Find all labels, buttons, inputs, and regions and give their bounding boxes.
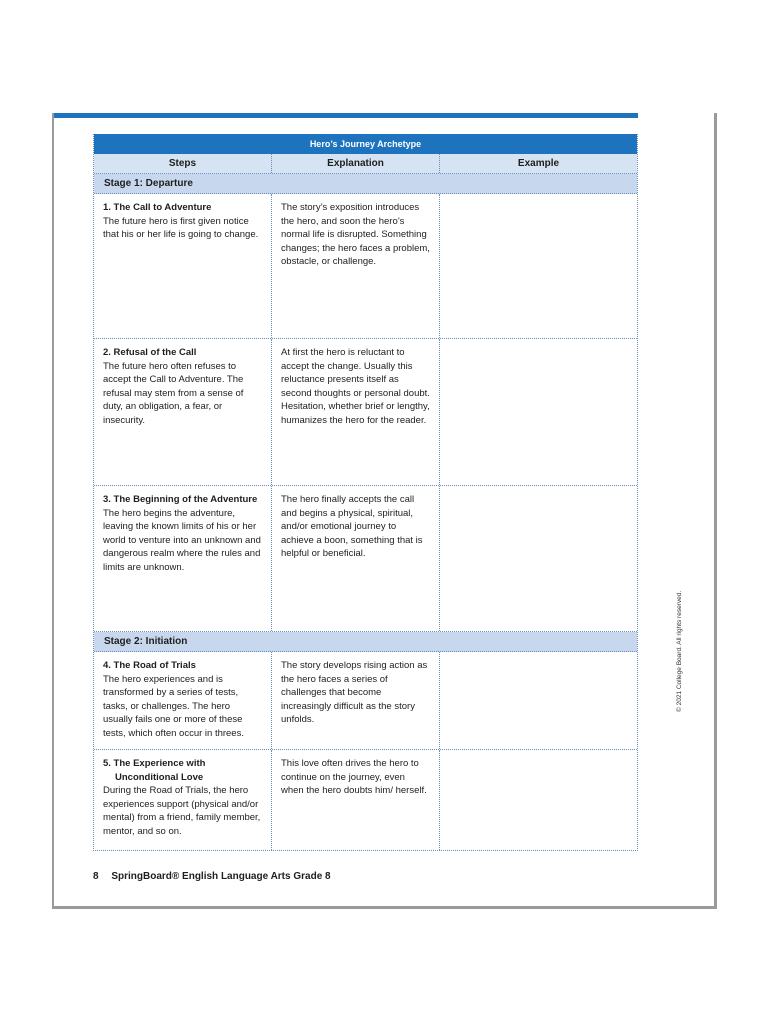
footer-text: SpringBoard® English Language Arts Grade 8 xyxy=(111,871,331,882)
heros-journey-table xyxy=(93,134,638,851)
page-number: 8 xyxy=(93,871,99,882)
step-title: 1. The Call to Adventure xyxy=(103,202,212,213)
step-cell xyxy=(94,750,272,850)
step-title-line-2: Unconditional Love xyxy=(115,771,204,783)
step-cell xyxy=(94,652,272,749)
example-cell[interactable] xyxy=(440,750,637,850)
table-row xyxy=(94,750,637,850)
step-text: The hero experiences and is transformed by a series of tests, tasks, or challenges. The hero usually fails one or more of these tests, which often occur in threes. xyxy=(103,673,244,739)
table-row xyxy=(94,652,637,750)
table-row xyxy=(94,194,637,339)
step-cell xyxy=(94,194,272,338)
explanation-cell: The story’s exposition introduces the hero, and soon the hero’s normal life is disrupted. Something changes; the hero faces a problem, obstacle, or challenge. xyxy=(272,194,440,338)
stage-2-label: Stage 2: Initiation xyxy=(94,632,637,652)
step-title-line-1: 5. The Experience with xyxy=(103,758,206,769)
explanation-cell: The story develops rising action as the hero faces a series of challenges that become increasingly difficult as the story unfolds. xyxy=(272,652,440,749)
header-explanation: Explanation xyxy=(272,154,440,173)
step-title: 2. Refusal of the Call xyxy=(103,347,197,358)
step-title: 4. The Road of Trials xyxy=(103,660,196,671)
page-footer xyxy=(93,871,331,882)
top-rule xyxy=(54,113,638,118)
step-text: The future hero is first given notice that his or her life is going to change. xyxy=(103,215,259,241)
header-example: Example xyxy=(517,158,560,169)
step-cell xyxy=(94,486,272,631)
example-cell[interactable] xyxy=(440,339,637,485)
step-title xyxy=(103,757,262,784)
table-row xyxy=(94,486,637,632)
table-row xyxy=(94,339,637,486)
explanation-cell: The hero finally accepts the call and begins a physical, spiritual, and/or emotional journey to achieve a boon, something that is helpful or beneficial. xyxy=(272,486,440,631)
step-text: The hero begins the adventure, leaving the known limits of his or her world to venture into an unknown and dangerous realm where the rules and limits are unknown. xyxy=(103,507,261,573)
step-text: The future hero often refuses to accept the Call to Adventure. The refusal may stem from a sense of duty, an obligation, a fear, or insecurity. xyxy=(103,360,244,426)
stage-1-label: Stage 1: Departure xyxy=(94,174,637,194)
step-text: During the Road of Trials, the hero experiences support (physical and/or mental) from a friend, family member, mentor, and so on. xyxy=(103,785,261,837)
copyright-notice: © 2021 College Board. All rights reserved. xyxy=(676,590,683,712)
table-title: Hero’s Journey Archetype xyxy=(94,134,637,154)
header-steps: Steps xyxy=(94,154,272,173)
example-cell[interactable] xyxy=(440,652,637,749)
example-cell[interactable] xyxy=(440,194,637,338)
explanation-cell: This love often drives the hero to continue on the journey, even when the hero doubts him/ herself. xyxy=(272,750,440,850)
example-cell[interactable] xyxy=(440,486,637,631)
explanation-cell: At first the hero is reluctant to accept the change. Usually this reluctance presents itself as second thoughts or personal doubt. Hesitation, whether brief or lengthy, humanizes the hero for the reader. xyxy=(272,339,440,485)
step-title: 3. The Beginning of the Adventure xyxy=(103,494,258,505)
header-row xyxy=(94,154,637,174)
step-cell xyxy=(94,339,272,485)
